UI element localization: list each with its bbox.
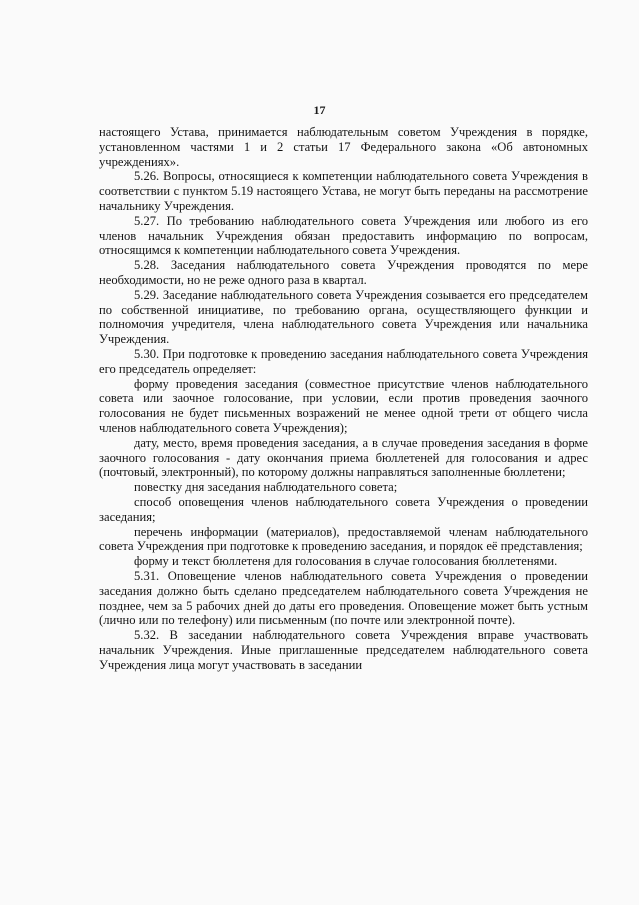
- list-item-notification-method: способ оповещения членов наблюдательного совета Учреждения о проведении заседания;: [99, 494, 588, 524]
- paragraph-5-28: 5.28. Заседания наблюдательного совета Учреждения проводятся по мере необходимости, но не реже одного раза в квартал.: [99, 258, 588, 287]
- paragraph-continuation: настоящего Устава, принимается наблюдательным советом Учреждения в порядке, установленном частями 1 и 2 статьи 17 Федерального закона «Об автономных учреждениях».: [99, 125, 588, 169]
- paragraph-5-29: 5.29. Заседание наблюдательного совета Учреждения созывается его председателем по собственной инициативе, по требованию органа, осуществляющего функции и полномочия учредителя, члена наблюдательного совета Учреждения или начальника Учреждения.: [99, 287, 588, 347]
- list-item-ballot-form: форму и текст бюллетеня для голосования в случае голосования бюллетенями.: [134, 554, 558, 569]
- paragraph-5-26: 5.26. Вопросы, относящиеся к компетенции наблюдательного совета Учреждения в соответствии с пунктом 5.19 настоящего Устава, не могут быть переданы на рассмотрение начальнику Учреждения.: [99, 169, 588, 213]
- list-item-meeting-form: форму проведения заседания (совместное присутствие членов наблюдательного совета или заочное голосование, при условии, если против проведения заочного голосования не будет письменных возражений не менее одной трети от общего числа членов наблюдательного совета Учреждения);: [99, 376, 588, 435]
- paragraph-5-31: 5.31. Оповещение членов наблюдательного совета Учреждения о проведении заседания должно быть сделано председателем наблюдательного совета Учреждения не позднее, чем за 5 рабочих дней до даты его проведения. Оповещение может быть устным (лично или по телефону) или письменным (по почте или электронной почте).: [99, 568, 588, 628]
- paragraph-5-30: 5.30. При подготовке к проведению заседания наблюдательного совета Учреждения его председатель определяет:: [99, 346, 588, 376]
- document-body: [99, 125, 588, 672]
- paragraph-5-27: 5.27. По требованию наблюдательного совета Учреждения или любого из его членов начальник Учреждения обязан предоставить информацию по вопросам, относящимся к компетенции наблюдательного совета Учреждения.: [99, 213, 588, 258]
- list-item-materials: перечень информации (материалов), предоставляемой членам наблюдательного совета Учреждения при подготовке к проведению заседания, и порядок её представления;: [99, 524, 588, 554]
- paragraph-5-32: 5.32. В заседании наблюдательного совета Учреждения вправе участвовать начальник Учреждения. Иные приглашенные председателем наблюдательного совета Учреждения лица могут участвовать в заседании: [99, 628, 588, 672]
- list-item-agenda: повестку дня заседания наблюдательного совета;: [134, 480, 398, 495]
- list-item-meeting-date: дату, место, время проведения заседания, а в случае проведения заседания в форме заочного голосования - дату окончания приема бюллетеней для голосования и адрес (почтовый, электронный), по которому должны направляться заполненные бюллетени;: [99, 435, 588, 480]
- page-number: 17: [313, 103, 326, 117]
